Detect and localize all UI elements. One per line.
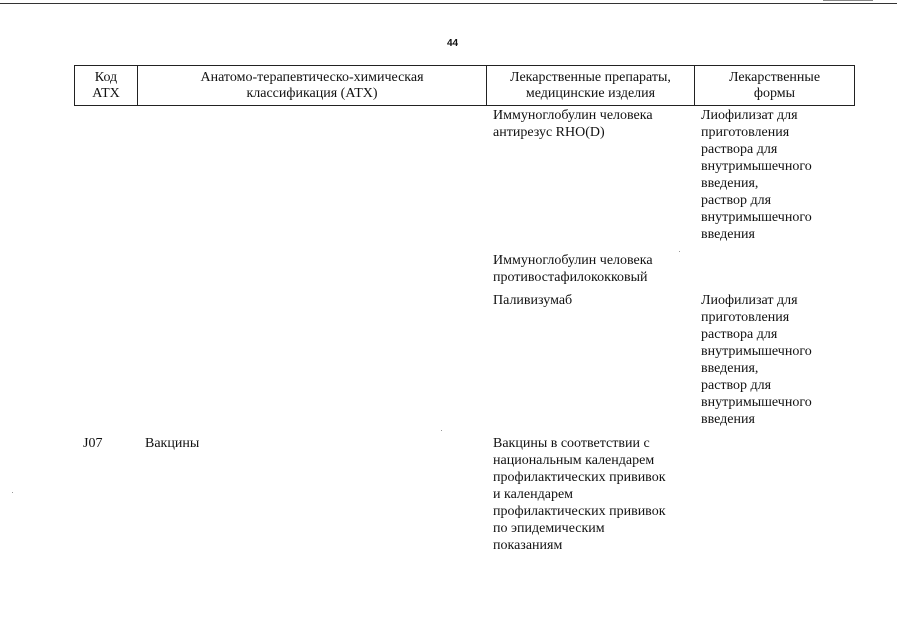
row-1-drug: Иммуноглобулин человека антирезус RHO(D)	[493, 108, 653, 140]
row-4-classification: Вакцины	[145, 436, 200, 451]
page-number: 44	[446, 38, 459, 49]
header-dosage-forms	[695, 66, 854, 105]
top-border-line	[0, 3, 897, 4]
row-3-drug: Паливизумаб	[493, 293, 573, 308]
row-3-forms: Лиофилизат для приготовления раствора для внутримышечного введения, раствор для внутримышечного введения	[701, 293, 812, 427]
row-2-drug: Иммуноглобулин человека противостафилококковый	[493, 253, 653, 285]
header-atc-classification	[138, 66, 487, 105]
header-drugs	[487, 66, 695, 105]
scan-speck	[679, 251, 680, 252]
header-dosage-forms-label: Лекарственные формы	[728, 69, 821, 101]
header-atc-classification-label: Анатомо-терапевтическо-химическая классификация (АТХ)	[200, 69, 424, 101]
header-code-atc-label: Код АТХ	[92, 69, 120, 101]
row-4-code: J07	[83, 436, 103, 451]
row-4-drug: Вакцины в соответствии с национальным календарем профилактических прививок и календарем профилактических прививок по эпидемическим показаниям	[493, 436, 666, 553]
header-drugs-label: Лекарственные препараты, медицинские изделия	[510, 69, 671, 101]
top-border-stub	[823, 0, 873, 1]
header-code-atc	[75, 66, 138, 105]
row-1-forms: Лиофилизат для приготовления раствора для внутримышечного введения, раствор для внутримышечного введения	[701, 108, 812, 242]
table-header	[74, 65, 855, 106]
scan-speck	[12, 492, 13, 493]
scan-speck	[441, 430, 442, 431]
